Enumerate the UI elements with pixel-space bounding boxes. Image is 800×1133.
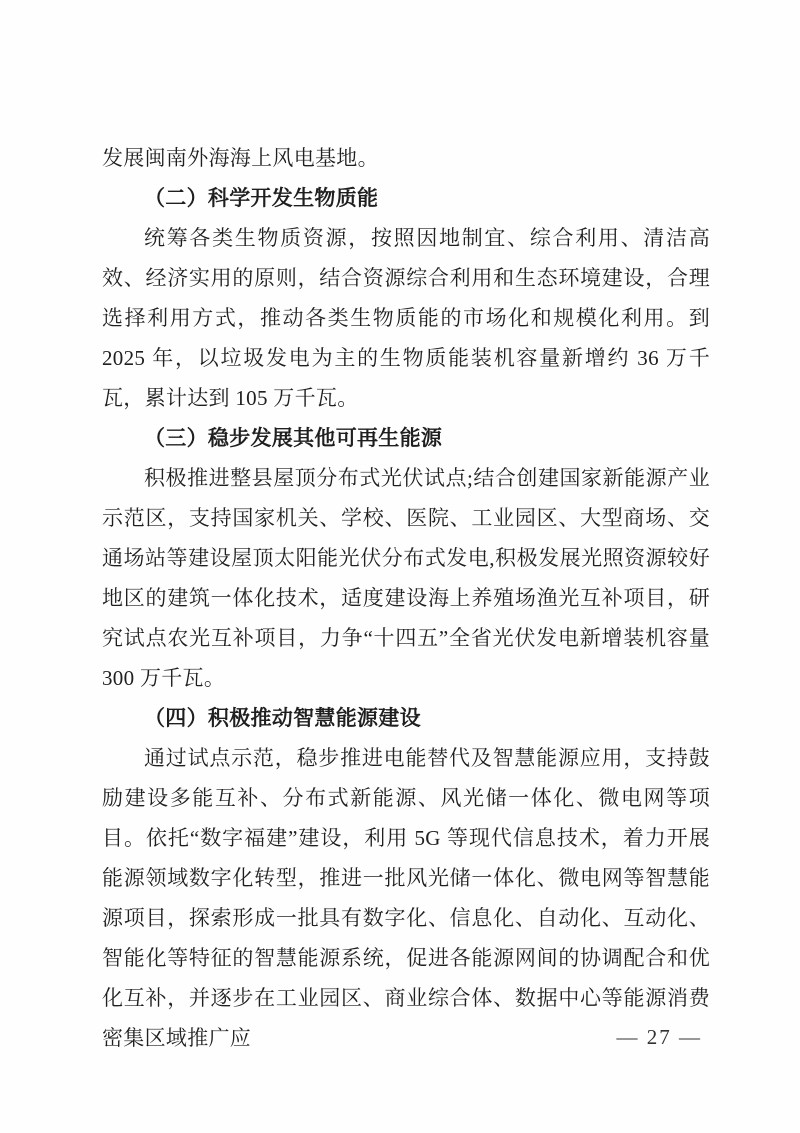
section-heading-2-biomass: （二）科学开发生物质能	[144, 186, 379, 210]
paragraph-biomass: 统筹各类生物质资源，按照因地制宜、综合利用、清洁高效、经济实用的原则，结合资源综合利用和生态环境建设，合理选择利用方式，推动各类生物质能的市场化和规模化利用。到 2025 年，以垃圾发电为主的生物质能装机容量新增约 36 万千瓦，累计达到 105 万千瓦。	[102, 226, 710, 410]
paragraph-smart-energy: 通过试点示范，稳步推进电能替代及智慧能源应用，支持鼓励建设多能互补、分布式新能源、风光储一体化、微电网等项目。依托“数字福建”建设，利用 5G 等现代信息技术，着力开展能源领域数字化转型，推进一批风光储一体化、微电网等智慧能源项目，探索形成一批具有数字化、信息化、自动化、互动化、智能化等特征的智慧能源系统，促进各能源网间的协调配合和优化互补，并逐步在工业园区、商业综合体、数据中心等能源消费密集区域推广应	[102, 746, 710, 1050]
document-body	[102, 138, 710, 1058]
section-heading-3-other-renewables: （三）稳步发展其他可再生能源	[144, 426, 443, 450]
section-heading-4-smart-energy: （四）积极推动智慧能源建设	[144, 706, 421, 730]
paragraph-solar-pv: 积极推进整县屋顶分布式光伏试点;结合创建国家新能源产业示范区，支持国家机关、学校、医院、工业园区、大型商场、交通场站等建设屋顶太阳能光伏分布式发电,积极发展光照资源较好地区的建筑一体化技术，适度建设海上养殖场渔光互补项目，研究试点农光互补项目，力争“十四五”全省光伏发电新增装机容量 300 万千瓦。	[102, 466, 710, 690]
page-number: — 27 —	[616, 1025, 702, 1049]
paragraph-continuation-wind-power: 发展闽南外海海上风电基地。	[102, 146, 379, 170]
